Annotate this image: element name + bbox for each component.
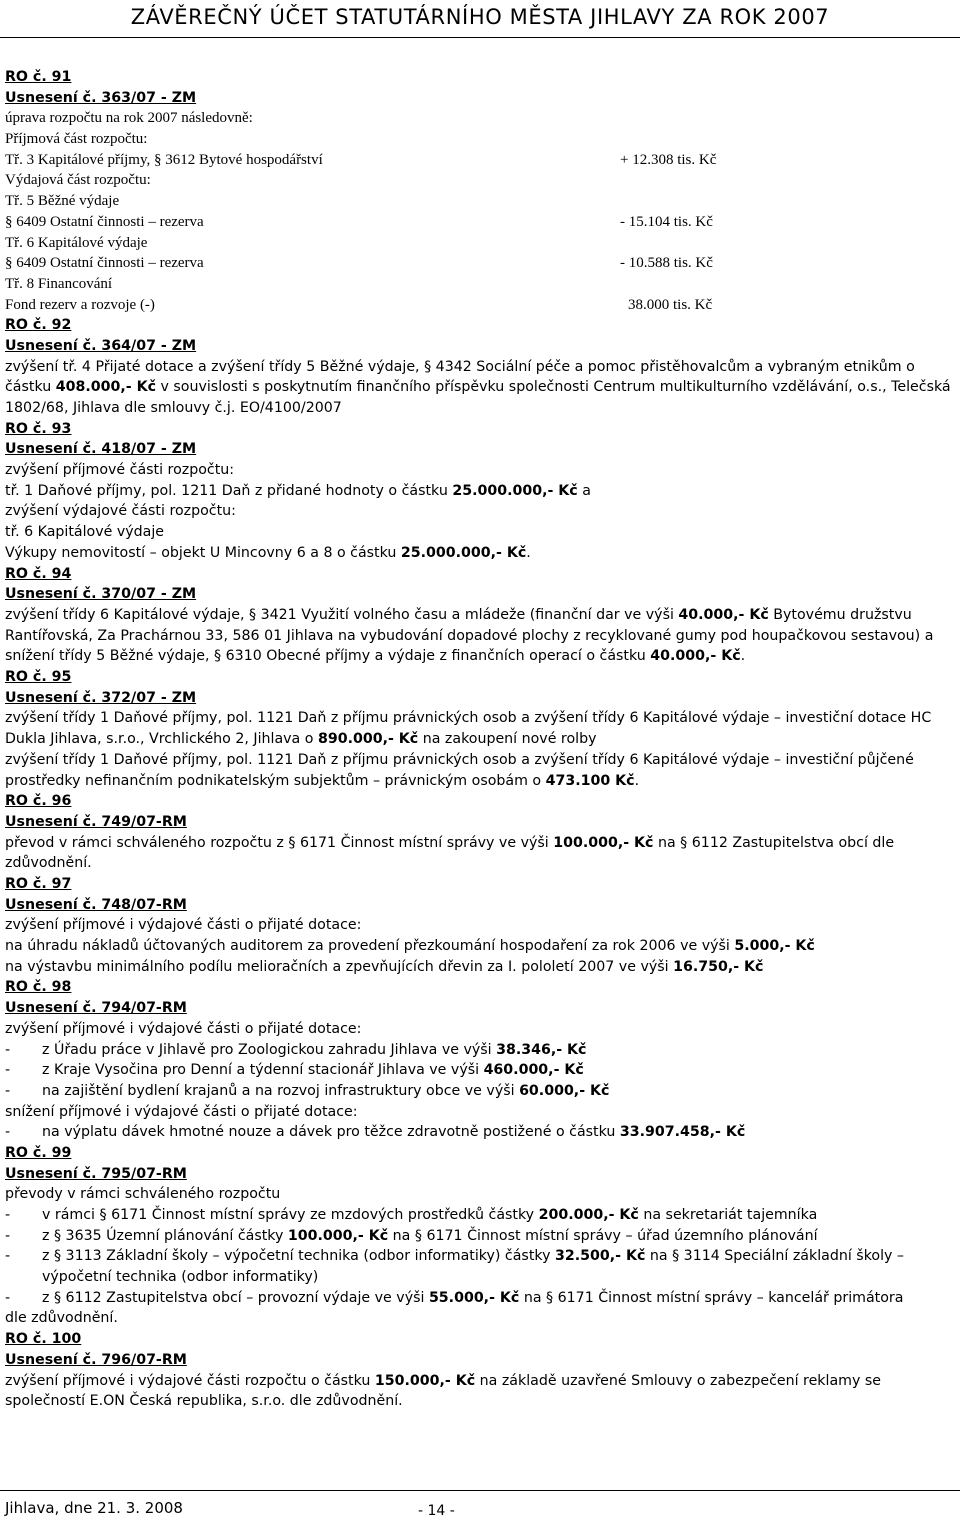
ro-96-heading: RO č. 96 (5, 793, 72, 810)
ro-93-resolution: Usnesení č. 418/07 - ZM (5, 441, 197, 458)
ro-100-resolution: Usnesení č. 796/07-RM (5, 1351, 187, 1368)
ro-91-line: úprava rozpočtu na rok 2007 následovně: (5, 110, 253, 127)
document-title: ZÁVĚREČNÝ ÚČET STATUTÁRNÍHO MĚSTA JIHLAVY ZA ROK 2007 (130, 5, 830, 29)
bullet-dash: - (5, 1289, 11, 1306)
ro-91-amount: - 15.104 tis. Kč (620, 213, 713, 230)
ro-95-text: zvýšení třídy 1 Daňové příjmy, pol. 1121 Daň z příjmu právnických osob a zvýšení třídy 6 Kapitálové výdaje – investiční dotace HC Dukla Jihlava, s.r.o., Vrchlického 2, Jihlava o 890.000,- Kč na zakoupení nové rolby (5, 710, 932, 748)
ro-91-row (5, 212, 953, 233)
ro-98-line: zvýšení příjmové i výdajové části o přijaté dotace: (5, 1020, 362, 1037)
ro-91-label: § 6409 Ostatní činnosti – rezerva (5, 255, 204, 272)
ro-99-resolution: Usnesení č. 795/07-RM (5, 1165, 187, 1182)
ro-98-resolution: Usnesení č. 794/07-RM (5, 1000, 187, 1017)
ro-95-resolution: Usnesení č. 372/07 - ZM (5, 689, 197, 706)
ro-93-line: tř. 1 Daňové příjmy, pol. 1211 Daň z přidané hodnoty o částku 25.000.000,- Kč a (5, 482, 591, 499)
ro-93-line: Výkupy nemovitostí – objekt U Mincovny 6 a 8 o částku 25.000.000,- Kč. (5, 544, 531, 561)
ro-98-list-item: - z Úřadu práce v Jihlavě pro Zoologickou zahradu Jihlava ve výši 38.346,- Kč (5, 1040, 953, 1061)
ro-91-line: Tř. 6 Kapitálové výdaje (5, 234, 148, 251)
ro-91-line: Tř. 5 Běžné výdaje (5, 193, 120, 210)
ro-93-heading: RO č. 93 (5, 420, 72, 437)
ro-91-row (5, 295, 953, 316)
ro-98-list-item: - na zajištění bydlení krajanů a na rozvoj infrastruktury obce ve výši 60.000,- Kč (5, 1081, 953, 1102)
ro-98-heading: RO č. 98 (5, 979, 72, 996)
ro-94-resolution: Usnesení č. 370/07 - ZM (5, 586, 197, 603)
bullet-dash: - (5, 1082, 11, 1099)
ro-91-line: Příjmová část rozpočtu: (5, 131, 148, 148)
ro-99-line: dle zdůvodnění. (5, 1310, 118, 1327)
bullet-dash: - (5, 1062, 11, 1079)
ro-96-resolution: Usnesení č. 749/07-RM (5, 813, 187, 830)
page-header (0, 0, 960, 40)
ro-92-heading: RO č. 92 (5, 317, 72, 334)
ro-92-text: zvýšení tř. 4 Přijaté dotace a zvýšení třídy 5 Běžné výdaje, § 4342 Sociální péče a pomoc přistěhovalcům a vybraným etnikům o částku 408.000,- Kč v souvislosti s poskytnutím finančního příspěvku společnosti Centrum multikulturního vzdělávání, o.s., Telečská 1802/68, Jihlava dle smlouvy č.j. EO/4100/2007 (5, 358, 951, 417)
ro-97-line: zvýšení příjmové i výdajové části o přijaté dotace: (5, 917, 362, 934)
ro-91-amount: + 12.308 tis. Kč (620, 151, 717, 168)
ro-93-line: tř. 6 Kapitálové výdaje (5, 524, 165, 541)
bullet-dash: - (5, 1207, 11, 1223)
ro-93-line: zvýšení výdajové části rozpočtu: (5, 503, 236, 520)
ro-91-label: Fond rezerv a rozvoje (-) (5, 296, 155, 313)
ro-97-line: na výstavbu minimálního podílu melioračních a zpevňujících dřevin za I. pololetí 2007 ve výši 16.750,- Kč (5, 958, 764, 975)
document-body (5, 67, 953, 1412)
bullet-dash: - (5, 1227, 11, 1244)
ro-91-line: Výdajová část rozpočtu: (5, 172, 151, 189)
page-number: - 14 - (418, 1503, 455, 1519)
ro-99-list-item: - z § 3635 Územní plánování částky 100.000,- Kč na § 6171 Činnost místní správy – úřad územního plánování (5, 1226, 953, 1247)
ro-91-label: Tř. 3 Kapitálové příjmy, § 3612 Bytové hospodářství (5, 151, 323, 168)
ro-91-row (5, 253, 953, 274)
ro-91-resolution: Usnesení č. 363/07 - ZM (5, 89, 197, 106)
ro-92-resolution: Usnesení č. 364/07 - ZM (5, 337, 197, 354)
footer-place-date: Jihlava, dne 21. 3. 2008 (5, 1499, 183, 1517)
bullet-dash: - (5, 1041, 11, 1058)
ro-94-heading: RO č. 94 (5, 565, 72, 582)
ro-96-text: převod v rámci schváleného rozpočtu z § 6171 Činnost místní správy ve výši 100.000,- Kč na § 6112 Zastupitelstva obcí dle zdůvodnění. (5, 834, 895, 872)
ro-95-heading: RO č. 95 (5, 669, 72, 686)
ro-99-heading: RO č. 99 (5, 1144, 72, 1161)
ro-100-heading: RO č. 100 (5, 1331, 82, 1348)
ro-91-line: Tř. 8 Financování (5, 275, 113, 292)
ro-91-amount: - 10.588 tis. Kč (620, 255, 713, 272)
ro-98-list-item: - z Kraje Vysočina pro Denní a týdenní stacionář Jihlava ve výši 460.000,- Kč (5, 1060, 953, 1081)
ro-99-list-item: - v rámci § 6171 Činnost místní správy ze mzdových prostředků částky 200.000,- Kč na sekretariát tajemníka (5, 1205, 953, 1226)
ro-95-text: zvýšení třídy 1 Daňové příjmy, pol. 1121 Daň z příjmu právnických osob a zvýšení třídy 6 Kapitálové výdaje – investiční půjčené prostředky nefinančním podnikatelským subjektům – právnickým osobám o 473.100 Kč. (5, 751, 914, 789)
footer-divider (0, 1490, 960, 1491)
ro-100-text: zvýšení příjmové i výdajové části rozpočtu o částku 150.000,- Kč na základě uzavřené Smlouvy o zabezpečení reklamy se společností E.ON Česká republika, s.r.o. dle zdůvodnění. (5, 1372, 882, 1410)
ro-97-line: na úhradu nákladů účtovaných auditorem za provedení přezkoumání hospodaření za rok 2006 ve výši 5.000,- Kč (5, 938, 815, 955)
ro-94-text: zvýšení třídy 6 Kapitálové výdaje, § 3421 Využití volného času a mládeže (finanční dar ve výši 40.000,- Kč Bytovému družstvu Rantířovská, Za Prachárnou 33, 586 01 Jihlava na vybudování dopadové plochy z recyklované gumy pod houpačkovou sestavou) a snížení třídy 5 Běžné výdaje, § 6310 Obecné příjmy a výdaje z finančních operací o částku 40.000,- Kč. (5, 606, 934, 665)
ro-99-list-item: - z § 3113 Základní školy – výpočetní technika (odbor informatiky) částky 32.500,- Kč na § 3114 Speciální základní školy – výpočetní technika (odbor informatiky) (5, 1248, 905, 1286)
ro-91-heading: RO č. 91 (5, 69, 72, 85)
ro-98-list-item: - na výplatu dávek hmotné nouze a dávek pro těžce zdravotně postižené o částku 33.907.458,- Kč (5, 1122, 953, 1143)
ro-97-heading: RO č. 97 (5, 876, 72, 892)
bullet-dash: - (5, 1124, 11, 1141)
ro-98-line: snížení příjmové i výdajové části o přijaté dotace: (5, 1103, 358, 1120)
ro-91-label: § 6409 Ostatní činnosti – rezerva (5, 213, 204, 230)
ro-97-resolution: Usnesení č. 748/07-RM (5, 896, 187, 913)
ro-99-list-item: - z § 6112 Zastupitelstva obcí – provozní výdaje ve výši 55.000,- Kč na § 6171 Činnost místní správy – kancelář primátora (5, 1288, 953, 1309)
ro-99-line: převody v rámci schváleného rozpočtu (5, 1186, 281, 1203)
bullet-dash: - (5, 1248, 11, 1265)
ro-91-amount: 38.000 tis. Kč (628, 296, 713, 313)
ro-91-row (5, 150, 953, 171)
ro-93-line: zvýšení příjmové části rozpočtu: (5, 462, 235, 479)
header-divider (0, 37, 960, 38)
